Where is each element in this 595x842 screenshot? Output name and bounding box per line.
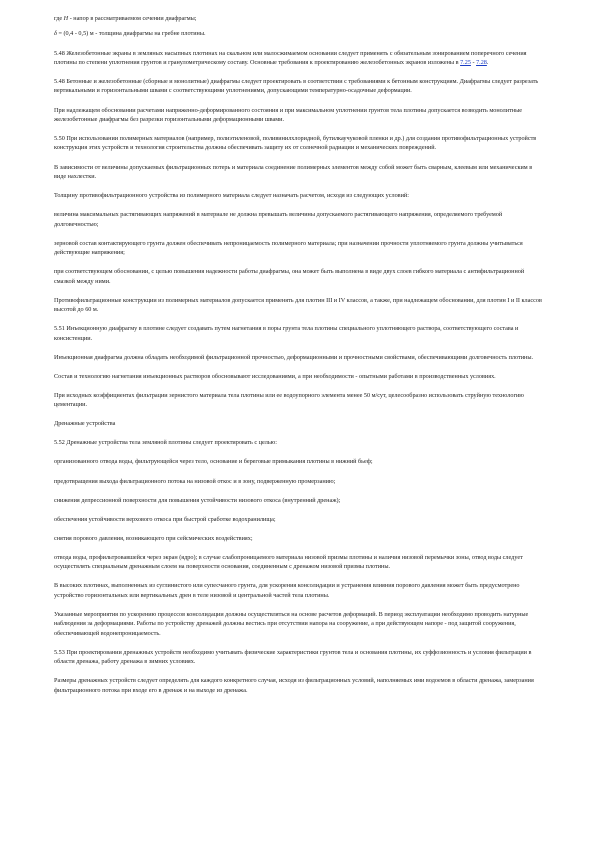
- link-7-28[interactable]: 7.28: [476, 58, 487, 66]
- paragraph-5-51-c: Состав и технологию нагнетания инъекционных растворов обосновывают исследованиями, а при необходимости - опытными работами в производственных условиях.: [54, 372, 496, 380]
- paragraph-5-50-g: Противофильтрационные конструкции из полимерных материалов допускается применять для плотин III и IV классов, а также, при надлежащем обосновании, для плотин I и II классов высотой до 60 м.: [54, 296, 542, 313]
- paragraph-5-51: 5.51 Инъекционную диафрагму в плотине следует создавать путем нагнетания в поры грунта тела плотины специального уплотняющего раствора, соответствующего состава и консистенции.: [54, 325, 519, 342]
- paragraph-5-53-b: Размеры дренажных устройств следует определять для каждого конкретного случая, исходя из фильтрационных условий, наполняемых ими водоемов в области дренажа, замерзания фильтрационного потока при входе его в дренаж и на выходе из дренажа.: [54, 677, 534, 694]
- paragraph-delta: δ = (0,4 - 0,5) м - толщина диафрагмы на гребне плотины.: [54, 30, 206, 38]
- paragraph-where-h: где H - напор в рассматриваемом сечении диафрагмы;: [54, 15, 197, 22]
- paragraph-5-52-g: В высоких плотинах, выполненных из суглинистого или супесчаного грунта, для ускорения консолидации и устранения влияния порового давления может быть предусмотрено устройство горизонтальных или вертикальных дрен в теле низовой и центральной частей тела плотины.: [54, 582, 520, 599]
- paragraph-5-50-f: при соответствующем обосновании, с целью повышения надежности работы диафрагмы, она может быть выполнена в виде двух слоев гибкого материала с антифильтрационной смазкой между ними.: [54, 268, 525, 285]
- paragraph-5-50-d: величина максимальных растягивающих напряжений в материале не должна превышать величины допускаемого растягивающего напряжения, определяемого требуемой долговечностью;: [54, 211, 503, 228]
- paragraph-5-48-a: 5.48 Железобетонные экраны в земляных насыпных плотинах на скальном или малосжимаемом основании следует применять с обязательным зонированием поперечного сечения плотины по степени уплотнения грунтов и гранулометрическому составу. Основные требования к проектированию железобетонных экранов изложены в 7.25 - 7.28.: [54, 49, 527, 66]
- paragraph-5-51-b: Инъекционная диафрагма должна обладать необходимой фильтрационной прочностью, деформационными и прочностными свойствами, обеспечивающими долговечность плотины.: [54, 353, 534, 361]
- link-7-25[interactable]: 7.25: [460, 58, 471, 66]
- paragraph-5-48-b: 5.48 Бетонные и железобетонные (сборные и монолитные) диафрагмы следует проектировать в соответствии с требованиями к бетонным конструкциям. Диафрагмы следует разрезать вертикальными и горизонтальными швами с соответствующими уплотнениями, допускающими температурно-осадочные деформации.: [54, 78, 539, 95]
- paragraph-5-51-d: При исходных коэффициентах фильтрации зернистого материала тела плотины или ее водоупорного элемента менее 50 м/сут, целесообразно использовать струйную технологию цементации.: [54, 391, 524, 409]
- paragraph-5-53: 5.53 При проектировании дренажных устройств необходимо учитывать физические характеристики грунтов тела и основания плотины, их суффозионность и условия фильтрации в области дренажа, работу дренажа в зимних условиях.: [54, 648, 532, 666]
- section-heading: Дренажные устройства: [54, 420, 116, 428]
- paragraph-5-52-b: предотвращения выхода фильтрационного потока на низовой откос и в зону, подверженную промерзанию;: [54, 477, 336, 485]
- variable-h: H: [63, 15, 69, 22]
- paragraph-5-52-c: снижения депрессионной поверхности для повышения устойчивости низового откоса (внутренний дренаж);: [54, 496, 341, 504]
- paragraph-5-52-e: снятия порового давления, возникающего при сейсмических воздействиях;: [54, 534, 253, 542]
- paragraph-5-50: 5.50 При использовании полимерных материалов (например, полиэтиленовой, поливинилхлоридной, бутилкаучуковой пленки и др.) для создания противофильтрационных устройств конструкция этих устройств и технология строительства должны обеспечивать защиту их от солнечной радиации и механических повреждений.: [54, 135, 537, 152]
- paragraph-5-50-e: зерновой состав контактирующего грунта должен обеспечивать непроницаемость полимерного материала; при назначении прочности уплотняемого грунта должны учитываться действующие напряжения;: [54, 239, 523, 256]
- paragraph-5-52-f: отвода воды, профильтровавшейся через экран (ядро); в случае слабопроницаемого материала низовой призмы плотины и наличия низовой перемычки зоны, отвод воды следует осуществлять специальным дренажным слоем на поверхности основания, соединенным с дренажом низовой призмы плотины.: [54, 553, 523, 571]
- paragraph-5-52-a: организованного отвода воды, фильтрующейся через тело, основание и береговые примыкания плотины в нижний бьеф;: [54, 458, 373, 466]
- paragraph-5-52-h: Указанные мероприятия по ускорению процессов консолидации должны осуществляться на основе расчетов деформаций. В период эксплуатации необходимо проводить натурные наблюдения за деформациями. Работы по устройству дренажей должны вестись при отсутствии напора на сооружение, а при действующем напоре - под защитой сооружения, обеспечивающей водонепроницаемость.: [54, 610, 529, 637]
- paragraph-5-50-b: В зависимости от величины допускаемых фильтрационных потерь и материала соединение полимерных элементов между собой может быть сварным, клеевым или механическим в виде нахлестки.: [54, 163, 533, 180]
- paragraph-5-52-d: обеспечения устойчивости верхового откоса при быстрой сработке водохранилища;: [54, 515, 276, 523]
- paragraph-5-50-c: Толщину противофильтрационного устройства из полимерного материала следует назначать расчетом, исходя из следующих условий:: [54, 192, 409, 199]
- document-page: [54, 14, 542, 705]
- variable-delta: δ: [54, 30, 57, 38]
- paragraph-5-49: При надлежащем обосновании расчетами напряженно-деформированного состояния и при максимальном уплотнении грунтов тела плотины допускается возводить монолитные железобетонные диафрагмы без разрезки горизонтальными деформационными швами.: [54, 106, 522, 123]
- paragraph-5-52: 5.52 Дренажные устройства тела земляной плотины следует проектировать с целью:: [54, 439, 278, 447]
